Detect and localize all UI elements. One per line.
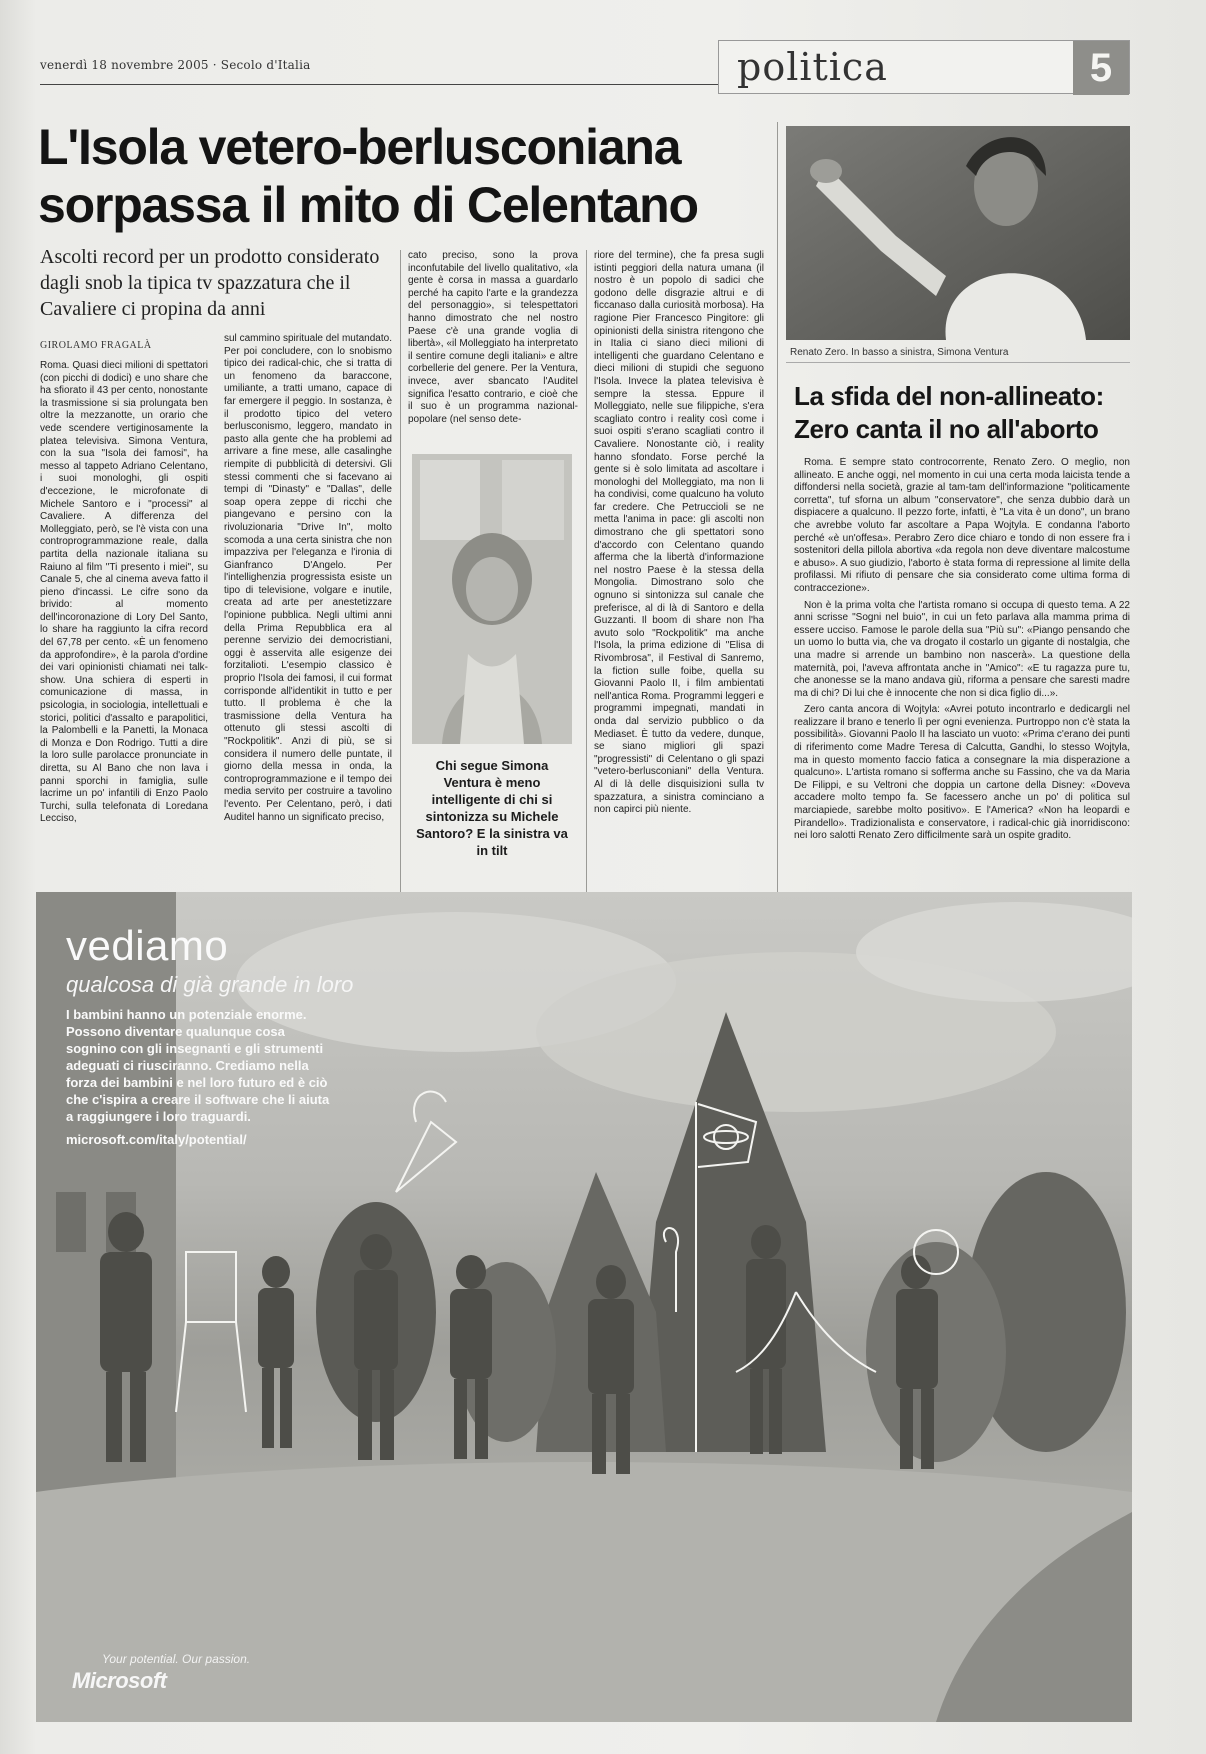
renato-zero-photo (786, 126, 1130, 340)
section-box (718, 40, 1130, 94)
ad-title: vediamo (66, 922, 229, 969)
article-column-1: Roma. Quasi dieci milioni di spettatori (con picchi di dodici) e uno share che ha sfiorato il 43 per cento, nonostante la trasmissione si sia prolungata ben oltre la mezzanotte, un orario che vede scendere vertiginosamente la platea televisiva. Simona Ventura, con la sua "Isola dei famosi", ha messo al tappeto Adriano Celentano, i suoi monologhi, gli ospiti d'eccezione, le microfonate di Michele Santoro e i "processi" al Cavaliere. A differenza del Molleggiato, però, se l'è vista con una controprogrammazione reale, dalla partita della nazionale italiana su Raiuno al film "Ti presento i miei", su Canale 5, che al cinema aveva fatto il pieno d'incassi. Le cifre sono da brivido: al momento dell'incoronazione di Lory Del Santo, lo share ha raggiunto la cifra record del 67,78 per cento. «È un fenomeno da approfondire», è la parola d'ordine dei vari opinionisti chiamati nei talk-show. Una schiera di esperti in comunicazione di massa, in psicologia, in sociologia, intellettuali e storici, politici d'assalto e parapolitici, la Palombelli e la Panetti, la Monaca di Monza e Don Rodrigo. Tutti a dire la loro sulle parolacce pronunciate in diretta, su Al Bano che non lava i panni sporchi in famiglia, sulle lacrime un po' infantili di Enzo Paolo Turchi, sulla telefonata di Loredana Lecciso, (40, 360, 208, 825)
side-headline: La sfida del non-allineato: Zero canta il no all'aborto (794, 381, 1104, 444)
simona-ventura-photo (412, 454, 572, 744)
column-rule (400, 250, 401, 895)
main-subhead: Ascolti record per un prodotto considerato dagli snob la tipica tv spazzatura che il Cavaliere ci propina da anni (40, 246, 380, 320)
ad-body: I bambini hanno un potenziale enorme. Possono diventare qualunque cosa sognino con gli insegnanti e gli strumenti adeguati ci riusciranno. Crediamo nella forza dei bambini e nel loro futuro ed è ciò che c'ispira a creare il software che li aiuta a raggiungere i loro traguardi. (66, 1007, 330, 1124)
article-column-2: sul cammino spirituale del mutandato. Per poi concludere, con lo snobismo tipico dei radical-chic, che si tratta di un fenomeno da baraccone, umiliante, a tratti umano, capace di far emergere il peggio. In sostanza, è il prodotto tipico del vetero berlusconismo, leggero, mandato in pasto alla gente che ha problemi ad arrivare a fine mese, alle casalinghe riempite di pubblicità di detersivi. Gli stessi commenti che si facevano ai tempi di "Dinasty" e "Dallas", delle soap opera zeppe di ricchi che piangevano e persino con la rivoluzionaria "Drive In", molto scomoda a una certa sinistra che non impazziva per l'eleganza e l'ironia di Gianfranco D'Angelo. Per l'intellighenzia progressista esiste un tipo di televisione, volgare e inutile, creata ad arte per anestetizzare l'opinione pubblica. Negli ultimi anni della Prima Repubblica era al perenne servizio dei democristiani, oggi è asservita alle esigenze dei forzitalioti. L'esempio classico è proprio l'Isola dei famosi, il cui format corrisponde all'identikit in tutto e per tutto. Il problema è che la trasmissione della Ventura ha ottenuto gli stessi ascolti di "Rockpolitik". Anzi di più, se si considera il numero delle puntate, il giorno della messa in onda, la controprogrammazione e il tempo dei media servito per costruire a tavolino l'evento. Per Celentano, però, i dati Auditel hanno un significato preciso, (224, 333, 392, 823)
page-header (40, 40, 1130, 96)
main-byline: GIROLAMO FRAGALÀ (40, 340, 152, 351)
article-column-4: riore del termine), che fa presa sugli istinti peggiori della natura umana (il nostro è un popolo di sadici che godono delle disgrazie altrui e di ficcanaso dalla curiosità morbosa). Ha ragione Pier Francesco Pingitore: gli opinionisti della sinistra ritengono che in Italia ci siano dieci milioni di intelligenti che guardano Celentano e dieci milioni di stupidi che seguono l'Isola. Invece la platea televisiva è sempre la stessa. Eppure il Molleggiato, nelle sue filippiche, s'era scagliato contro i reality così come i suoi ospiti s'erano scagliati contro il Cavaliere. Nonostante ciò, i reality hanno sfondato. Forse perché la gente si è solo limitata ad ascoltare i monologhi del Molleggiato, ma non li ha condivisi, come qualcuno ha voluto far credere. Che Petruccioli se ne metta l'anima in pace: gli ascolti non dimostrano che gli spettatori sono d'accordo con Celentano quando afferma che la libertà d'informazione nel nostro Paese è la stessa della Mongolia. Dimostrano solo che ognuno si sintonizza sul canale che preferisce, al di là di Santoro e della Guzzanti. Il boom di share non l'ha avuto solo "Rockpolitik" ma anche l'Isola, la prima edizione di "Elisa di Rivombrosa", il Festival di Sanremo, la fiction sulle foibe, quella su Giovanni Paolo II, i film ambientati nell'antica Roma. Programmi leggeri e programmi impegnati, mandati in onda dal servizio pubblico o da Mediaset. È tutto da vedere, dunque, se siano migliori gli spazi "progressisti" di Celentano o gli spazi "vetero-berlusconiani" della Ventura. Al di là delle disquisizioni sulla tv spazzatura, a sinistra cominciano a non capirci più niente. (594, 250, 764, 816)
article-column-3: cato preciso, sono la prova inconfutabile del livello qualitativo, «la gente è corsa in massa a guardarlo perché ha capito l'arte e la grandezza del personaggio», si telespettatori hanno dimostrato che nel nostro Paese c'è una grande voglia di libertà», «il Molleggiato ha interpretato il sentire comune degli italiani» e altre corbellerie del genere. Per la Ventura, invece, aver sbancato l'Auditel significa l'esatto contrario, e cioè che il suo è un programma nazional-popolare (nel senso dete- (408, 250, 578, 425)
column-rule (777, 122, 778, 897)
microsoft-advertisement (36, 892, 1132, 1722)
photo-illustration (786, 126, 1130, 340)
photo-illustration (412, 454, 572, 744)
side-article-body (794, 457, 1130, 895)
ad-tagline: Your potential. Our passion. (102, 1652, 251, 1666)
ad-subtitle: qualcosa di già grande in loro (66, 972, 354, 997)
side-paragraph: Non è la prima volta che l'artista romano si occupa di questo tema. A 22 anni scrisse "Sogni nel buio", in cui un feto parlava alla mamma prima di essere ucciso. Famose le parole della sua "Più su": «Piango pensando che un uomo lo butta via, che va drogato il costarlo un gigante di nostalgia, che una madre si arrende un bambino non nascerà». La questione della maternità, poi, l'aveva affrontata anche in "Amico": «E tu ragazza pure tu, che anonesse se la mano andava giù, riforma a pensare che saresti madre ma di chi? Di lui che è innocente che non si dica figlio di...». (794, 599, 1130, 699)
main-headline: L'Isola vetero-berlusconiana sorpassa il mito di Celentano (38, 119, 698, 233)
side-rule (786, 362, 1130, 363)
microsoft-logo: Microsoft (72, 1668, 167, 1693)
side-paragraph: Zero canta ancora di Wojtyla: «Avrei potuto incontrarlo e dedicargli nel realizzare il brano e tenerlo lì per ogni evenienza. Purtroppo non c'è stata la possibilità». Giovanni Paolo II ha lasciato un vuoto: «Prima c'erano dei punti di riferimento come Madre Teresa di Calcutta, Gandhi, lo stesso Wojtyla, ma in questo momento faccio fatica a consegnare la mia disperazione a qualcuno». L'artista romano si sofferma anche su Fassino, che va da Maria De Filippi, e su Veltroni che doppia un cartone della Disney: «Doveva accadere molto tempo fa. Se facessero anche un po' di politica sul marciapiede, sarebbe molto positivo». E l'America? «Non ha leopardi e Pirandello». Tradizionalista e conservatore, i radical-chic già inorridiscono: nei loro salotti Renato Zero difficilmente sarà un ospite gradito. (794, 704, 1130, 842)
ad-url[interactable]: microsoft.com/italy/potential/ (66, 1132, 247, 1147)
photo-caption-zero: Renato Zero. In basso a sinistra, Simona Ventura (790, 347, 1009, 358)
header-date: venerdì 18 novembre 2005 · Secolo d'Italia (40, 58, 311, 72)
photo-caption-ventura: Chi segue Simona Ventura è meno intelligente di chi si sintonizza su Michele Santoro? E la sinistra va in tilt (416, 758, 568, 858)
section-name: politica (737, 45, 888, 89)
page-number: 5 (1073, 41, 1129, 95)
side-paragraph: Roma. È sempre stato controcorrente, Renato Zero. O meglio, non allineato. E anche oggi, nel momento in cui una certa moda laicista tende a diffondersi nella società, grazie al tam-tam dell'informazione "politicamente corretta", tuf sforna un album "conservatore", che senza dubbio darà un dispiacere a qualcuno. Il pezzo forte, infatti, è "La vita è un dono", un brano che avrebbe voluto far ascoltare a Papa Wojtyla. E condanna l'aborto perché «è un'offesa». Perabro Zero dice chiaro e tondo di non essere fra i sostenitori della pillola abortiva «da regola non deve diventare malcostume e abuso». A suo giudizio, l'aborto è stata forma di repressione al limite della profilassi. Mi rifiuto di pensare che sia considerato come ultima forma di contraccezione». (794, 457, 1130, 594)
column-rule (586, 250, 587, 895)
